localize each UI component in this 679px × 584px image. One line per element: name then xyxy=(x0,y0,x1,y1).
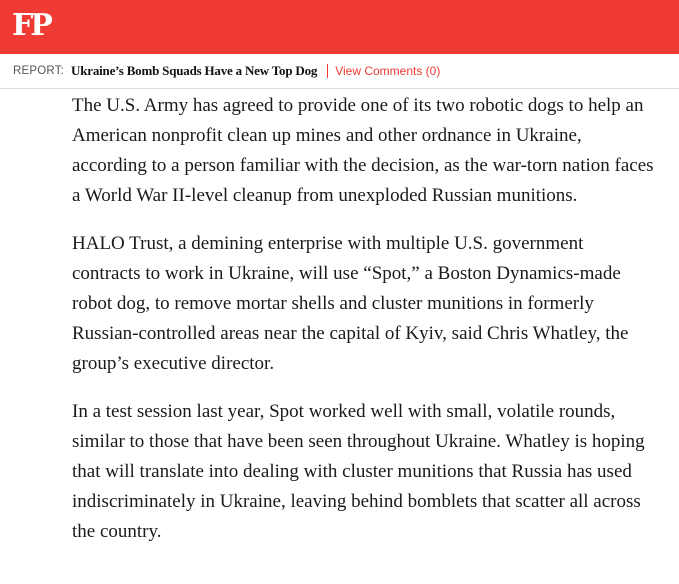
report-title: Ukraine’s Bomb Squads Have a New Top Dog xyxy=(71,63,318,78)
fp-logo[interactable]: FP xyxy=(12,8,50,43)
view-comments-link[interactable]: View Comments (0) xyxy=(335,64,441,78)
report-bar xyxy=(0,54,679,89)
article-paragraph: HALO Trust, a demining enterprise with multiple U.S. government contracts to work in Ukraine, will use “Spot,” a Boston Dynamics-made robot dog, to remove mortar shells and cluster munitions in formerly Russian-controlled areas near the capital of Kyiv, said Chris Whatley, the group’s executive director. xyxy=(72,233,629,374)
article-paragraph: The U.S. Army has agreed to provide one of its two robotic dogs to help an American nonprofit clean up mines and other ordnance in Ukraine, according to a person familiar with the decision, as the war-torn nation faces a World War II-level cleanup from unexploded Russian munitions. xyxy=(72,95,654,206)
article-body xyxy=(72,91,656,565)
report-label: REPORT: xyxy=(13,65,65,77)
site-header xyxy=(0,0,679,54)
article-paragraph: In a test session last year, Spot worked well with small, volatile rounds, similar to those that have been seen throughout Ukraine. Whatley is hoping that will translate into dealing with cluster munitions that Russia has used indiscriminately in Ukraine, leaving behind bomblets that scatter all across the country. xyxy=(72,401,645,542)
separator xyxy=(327,64,328,78)
